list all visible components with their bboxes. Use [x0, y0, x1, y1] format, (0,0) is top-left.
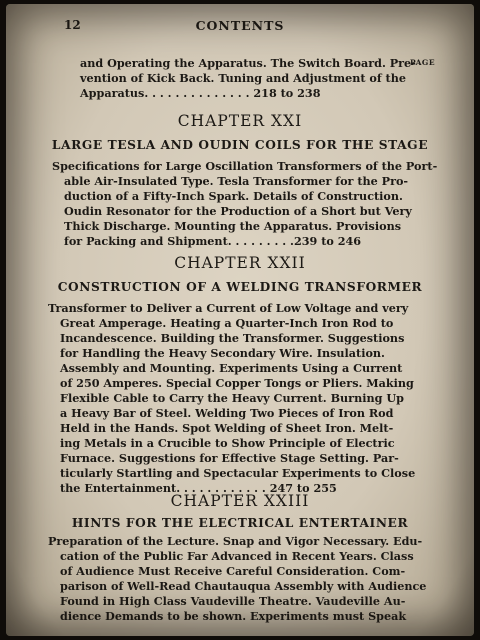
entry-line: Found in High Class Vaudeville Theatre. Vaudeville Au- [60, 594, 406, 608]
entry-line: for Handling the Heavy Secondary Wire. Insulation. [60, 346, 385, 360]
entry-line: Specifications for Large Oscillation Transformers of the Port- [52, 159, 438, 173]
entry-line: ticularly Startling and Spectacular Experiments to Close [60, 466, 416, 480]
entry-line: and Operating the Apparatus. The Switch Board. Pre- [80, 56, 416, 70]
chapter-heading: CHAPTER XXI [177, 112, 303, 130]
entry-line: cation of the Public Far Advanced in Recent Years. Class [60, 549, 414, 563]
entry-line: Held in the Hands. Spot Welding of Sheet Iron. Melt- [60, 421, 394, 435]
entry-line: Preparation of the Lecture. Snap and Vigor Necessary. Edu- [48, 534, 423, 548]
page-header [6, 18, 474, 38]
entry-line: able Air-Insulated Type. Tesla Transformer for the Pro- [64, 174, 409, 188]
chapter-summary [48, 534, 438, 624]
entry-line: vention of Kick Back. Tuning and Adjustment of the [80, 71, 406, 85]
entry-line: ing Metals in a Crucible to Show Principle of Electric [60, 436, 395, 450]
entry-line: of Audience Must Receive Careful Consideration. Com- [60, 564, 406, 578]
chapter-summary [52, 159, 438, 249]
entry-line: duction of a Fifty-Inch Spark. Details of Construction. [64, 189, 403, 203]
entry-line: Oudin Resonator for the Production of a Short but Very [64, 204, 412, 218]
entry-line: of 250 Amperes. Special Copper Tongs or Pliers. Making [60, 376, 414, 390]
entry-line: a Heavy Bar of Steel. Welding Two Pieces of Iron Rod [60, 406, 394, 420]
entry-line: Flexible Cable to Carry the Heavy Current. Burning Up [60, 391, 404, 405]
chapter-heading: CHAPTER XXII [174, 254, 306, 272]
chapter-title: CONSTRUCTION OF A WELDING TRANSFORMER [57, 280, 423, 294]
entry-line: Great Amperage. Heating a Quarter-Inch Iron Rod to [60, 316, 394, 330]
entry-line: Thick Discharge. Mounting the Apparatus. Provisions [64, 219, 402, 233]
entry-line: Furnace. Suggestions for Effective Stage Setting. Par- [60, 451, 399, 465]
chapter-title: HINTS FOR THE ELECTRICAL ENTERTAINER [71, 516, 409, 530]
chapter-summary [48, 301, 438, 496]
entry-line: parison of Well-Read Chautauqua Assembly with Audience [60, 579, 427, 593]
entry-line: Apparatus. . . . . . . . . . . . . . 218 to 238 [80, 86, 321, 100]
running-title: CONTENTS [195, 18, 285, 33]
entry-line: Transformer to Deliver a Current of Low Voltage and very [48, 301, 409, 315]
entry-line: Assembly and Mounting. Experiments Using a Current [60, 361, 403, 375]
chapter-heading: CHAPTER XXIII [170, 492, 310, 510]
book-page [6, 4, 474, 636]
entry-line: Incandescence. Building the Transformer. Suggestions [60, 331, 405, 345]
chapter-title: LARGE TESLA AND OUDIN COILS FOR THE STAGE [51, 138, 429, 152]
entry-line: the Entertainment. . . . . . . . . . . . 247 to 255 [60, 481, 337, 495]
continued-entry [80, 56, 420, 101]
page-number: 12 [64, 18, 81, 32]
page-column-label: PAGE [410, 58, 436, 67]
entry-line: dience Demands to be shown. Experiments must Speak [60, 609, 407, 623]
entry-line: for Packing and Shipment. . . . . . . . .239 to 246 [64, 234, 362, 248]
